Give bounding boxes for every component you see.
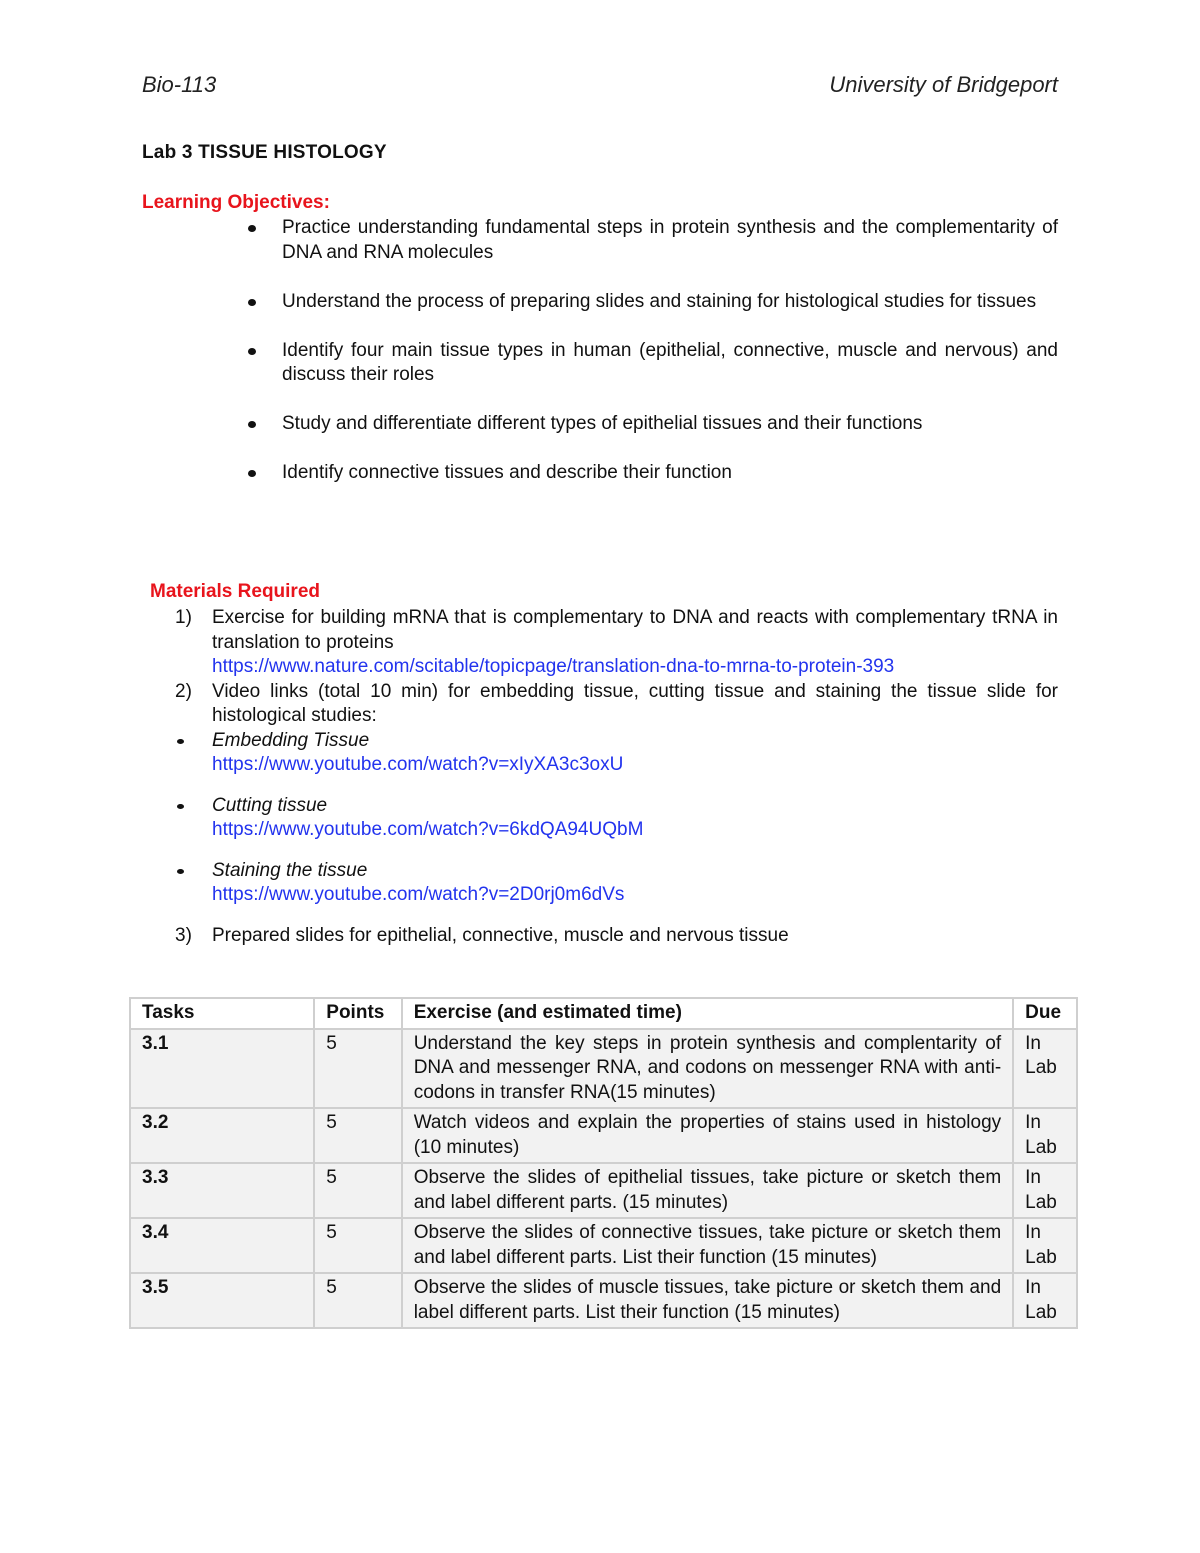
video-item-embedding	[175, 729, 1058, 778]
task-points: 5	[314, 1163, 401, 1218]
bullet-icon	[248, 225, 256, 232]
task-exercise: Understand the key steps in protein synthesis and complentarity of DNA and messenger RNA, and codons on messenger RNA with anti-codons in transfer RNA(15 minutes)	[402, 1029, 1013, 1109]
video-link-embedding[interactable]: https://www.youtube.com/watch?v=xIyXA3c3oxU	[212, 754, 624, 775]
task-due: In Lab	[1013, 1218, 1077, 1273]
table-header-row	[130, 998, 1077, 1029]
task-due: In Lab	[1013, 1108, 1077, 1163]
bullet-icon	[177, 869, 184, 874]
objective-item	[282, 461, 1058, 486]
objective-text: Identify connective tissues and describe their function	[282, 462, 732, 483]
material-item-2	[175, 680, 1058, 729]
nature-link[interactable]: https://www.nature.com/scitable/topicpage/translation-dna-to-mrna-to-protein-393	[212, 656, 895, 677]
task-points: 5	[314, 1273, 401, 1328]
objective-text: Practice understanding fundamental steps in protein synthesis and the complementarity of DNA and RNA molecules	[282, 217, 1058, 263]
header-tasks: Tasks	[130, 998, 314, 1029]
task-id: 3.3	[130, 1163, 314, 1218]
table-row	[130, 1273, 1077, 1328]
task-id: 3.1	[130, 1029, 314, 1109]
objective-item	[282, 412, 1058, 437]
header-points: Points	[314, 998, 401, 1029]
header-university: University of Bridgeport	[829, 72, 1058, 97]
material-number: 3)	[175, 924, 192, 946]
header-exercise: Exercise (and estimated time)	[402, 998, 1013, 1029]
objectives-heading: Learning Objectives:	[142, 192, 330, 213]
video-item-staining	[175, 859, 1058, 908]
materials-list	[175, 606, 1058, 948]
task-exercise: Observe the slides of epithelial tissues, take picture or sketch them and label different parts. (15 minutes)	[402, 1163, 1013, 1218]
table-row	[130, 1218, 1077, 1273]
objective-text: Study and differentiate different types of epithelial tissues and their functions	[282, 413, 923, 434]
task-id: 3.5	[130, 1273, 314, 1328]
task-exercise: Observe the slides of connective tissues, take picture or sketch them and label different parts. List their function (15 minutes)	[402, 1218, 1013, 1273]
objective-text: Understand the process of preparing slides and staining for histological studies for tissues	[282, 290, 1037, 312]
material-number: 1)	[175, 607, 192, 628]
bullet-icon	[248, 470, 256, 477]
material-item-1	[175, 606, 1058, 680]
task-id: 3.4	[130, 1218, 314, 1273]
video-item-cutting	[175, 794, 1058, 843]
bullet-icon	[248, 421, 256, 428]
task-exercise: Watch videos and explain the properties of stains used in histology (10 minutes)	[402, 1108, 1013, 1163]
task-points: 5	[314, 1108, 401, 1163]
video-name: Cutting tissue	[212, 794, 328, 816]
task-exercise: Observe the slides of muscle tissues, take picture or sketch them and label different parts. List their function (15 minutes)	[402, 1273, 1013, 1328]
task-points: 5	[314, 1029, 401, 1109]
task-due: In Lab	[1013, 1029, 1077, 1109]
objective-text: Identify four main tissue types in human (epithelial, connective, muscle and nervous) and discuss their roles	[282, 339, 1058, 385]
video-link-staining[interactable]: https://www.youtube.com/watch?v=2D0rj0m6dVs	[212, 884, 625, 905]
video-name: Staining the tissue	[212, 859, 368, 881]
table-row	[130, 1108, 1077, 1163]
material-text: Exercise for building mRNA that is complementary to DNA and reacts with complementary tRNA in translation to proteins	[212, 607, 1058, 653]
bullet-icon	[248, 299, 256, 306]
objective-item	[282, 339, 1058, 388]
task-id: 3.2	[130, 1108, 314, 1163]
task-due: In Lab	[1013, 1273, 1077, 1328]
objective-item	[282, 290, 1058, 315]
objectives-list	[282, 216, 1058, 510]
header-course: Bio-113	[142, 72, 217, 97]
header-due: Due	[1013, 998, 1077, 1029]
table-row	[130, 1029, 1077, 1109]
bullet-icon	[248, 348, 256, 355]
page-title: Lab 3 TISSUE HISTOLOGY	[142, 142, 387, 163]
table-row	[130, 1163, 1077, 1218]
task-due: In Lab	[1013, 1163, 1077, 1218]
tasks-table	[129, 997, 1078, 1329]
objective-item	[282, 216, 1058, 265]
material-item-3	[175, 924, 1058, 949]
video-name: Embedding Tissue	[212, 729, 370, 751]
bullet-icon	[177, 804, 184, 809]
material-text: Prepared slides for epithelial, connective, muscle and nervous tissue	[212, 924, 789, 946]
bullet-icon	[177, 739, 184, 744]
video-link-cutting[interactable]: https://www.youtube.com/watch?v=6kdQA94UQbM	[212, 819, 644, 840]
material-text: Video links (total 10 min) for embedding tissue, cutting tissue and staining the tissue slide for histological studies:	[212, 680, 1058, 726]
materials-heading: Materials Required	[150, 581, 320, 602]
material-number: 2)	[175, 680, 192, 702]
task-points: 5	[314, 1218, 401, 1273]
